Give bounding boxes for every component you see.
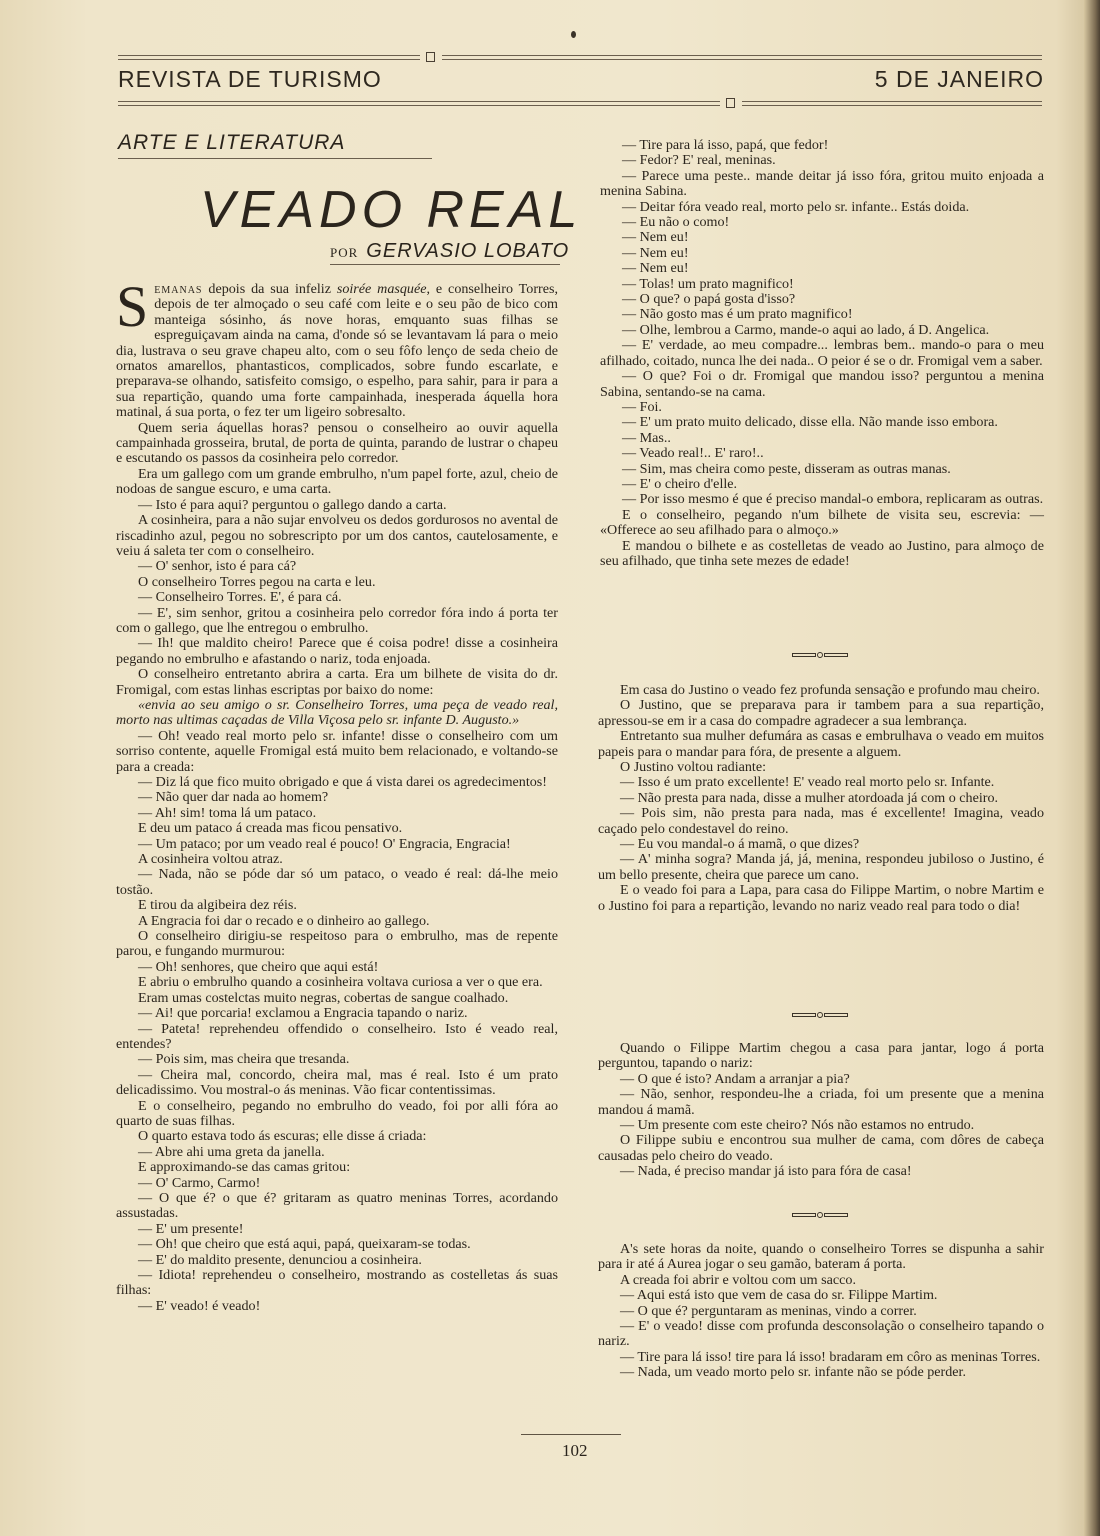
- paragraph: — Pois sim, não presta para nada, mas é excellente! Imagina, veado caçado pelo condestavel do reino.: [598, 805, 1044, 837]
- paragraph: E o conselheiro, pegando no embrulho do veado, foi por alli fóra ao quarto de suas filhas.: [116, 1097, 558, 1129]
- paragraph: — E' um presente!: [138, 1220, 244, 1237]
- paragraph: — Aqui está isto que vem de casa do sr. Filippe Martim.: [620, 1287, 938, 1304]
- paragraph: — O que? Foi o dr. Fromigal que mandou isso? perguntou a menina Sabina, sentando-se na cama.: [600, 368, 1044, 400]
- paragraph: A cosinheira voltou atraz.: [138, 851, 283, 868]
- paragraph: — Parece uma peste.. mande deitar já isso fóra, gritou muito enjoada a menina Sabina.: [600, 167, 1044, 200]
- paragraph: Era um gallego com um grande embrulho, n'um papel forte, azul, cheio de nodoas de sangue escuro, e uma carta.: [116, 465, 558, 498]
- opening-paragraph: [116, 274, 558, 421]
- left-column: [116, 274, 558, 1314]
- paragraph: E deu um pataco á creada mas ficou pensativo.: [138, 820, 403, 837]
- paragraph: — Não presta para nada, disse a mulher atordoada já com o cheiro.: [620, 789, 999, 806]
- paragraph: — O que? o papá gosta d'isso?: [622, 291, 796, 308]
- top-rule-left-2: [118, 59, 420, 60]
- paragraph: — E' do maldito presente, denunciou a cosinheira.: [138, 1251, 422, 1268]
- opening-text-b: , e conselheiro Torres, depois de ter almoçado o seu café com leite e o seu pão de bico com manteiga sósinho, ás nove horas, emquanto suas filhas se espreguiçavam ainda na cama, d'onde só se levantavam lá para o meio dia, lustrava o seu grave chapeu alto, com o seu fôfo lenço de seda cheio de ornatos amarellos, phantasticos, complicados, sobre fundo escarlate, e preparava-se olhando, satisfeito comsigo, o espelho, para sahir, para ir para a sua repartição, quando uma forte campainhada, inesperada áquella hora matinal, á sua porta, o fez ter um ligeiro sobresalto.: [116, 281, 558, 421]
- left-paragraphs-a: [116, 421, 558, 698]
- paragraph: O conselheiro entretanto abrira a carta. Era um bilhete de visita do dr. Fromigal, com estas linhas escriptas por baixo do nome:: [116, 666, 558, 698]
- paragraph: O Filippe subiu e encontrou sua mulher de cama, com dôres de cabeça causadas pelo cheiro do veado.: [598, 1132, 1044, 1164]
- paragraph: — Diz lá que fico muito obrigado e que á vista darei os agredecimentos!: [138, 774, 547, 790]
- right-paragraphs-2: [598, 683, 1044, 914]
- right-paragraphs-4: [598, 1242, 1044, 1381]
- paragraph: — Nem eu!: [622, 260, 689, 277]
- paragraph: O Justino, que se preparava para ir tambem para a sua repartição, apressou-se em ir a casa do compadre agradecer a sua lembrança.: [598, 697, 1044, 729]
- paragraph: A cosinheira, para a não sujar envolveu os dedos gordurosos no avental de riscadinho azul, pegou no sobrescripto por um dos cantos, cautelosamente, e veiu á saleta ter com o conselheiro.: [116, 512, 558, 559]
- paragraph: A Engracia foi dar o recado e o dinheiro ao gallego.: [138, 912, 430, 929]
- paragraph: — E' um prato muito delicado, disse ella. Não mande isso embora.: [622, 414, 998, 431]
- paragraph: — Mas..: [622, 429, 671, 446]
- paragraph: Entretanto sua mulher defumára as casas e embrulhava o veado em muitos papeis para o mandar para fóra, de presente a alguem.: [598, 728, 1044, 760]
- right-column-part4: [598, 1242, 1044, 1381]
- paragraph: — E' veado! é veado!: [138, 1297, 261, 1314]
- paragraph: — O' senhor, isto é para cá?: [138, 558, 297, 575]
- paragraph: Eram umas costelctas muito negras, cobertas de sangue coalhado.: [138, 989, 509, 1006]
- paragraph: — A' minha sogra? Manda já, já, menina, respondeu jubiloso o Justino, é um bello presente, cheira que parece um cano.: [598, 851, 1044, 883]
- paragraph: — Oh! veado real morto pelo sr. infante! disse o conselheiro com um sorriso contente, aquelle Fromigal está muito bem relacionado, e voltando-se para a creada:: [116, 727, 558, 775]
- top-rule-right-2: [442, 59, 1042, 60]
- header-rule-left-2: [118, 105, 720, 106]
- paragraph: — Um pataco; por um veado real é pouco! O' Engracia, Engracia!: [138, 835, 511, 852]
- section-divider-ornament-3: [792, 1210, 848, 1220]
- paragraph: — Nada, não se póde dar só um pataco, o veado é real: dá-lhe meio tostão.: [116, 866, 558, 898]
- paragraph: — Fedor? E' real, meninas.: [622, 152, 776, 169]
- paragraph: E approximando-se das camas gritou:: [138, 1159, 351, 1176]
- ink-speck: [571, 31, 576, 38]
- section-underline: [118, 158, 432, 159]
- paragraph: — Tire para lá isso! tire para lá isso! bradaram em côro as meninas Torres.: [620, 1348, 1041, 1365]
- paragraph: — Foi.: [622, 398, 662, 415]
- header-rule-right: [742, 101, 1042, 102]
- paragraph: — E', sim senhor, gritou a cosinheira pelo corredor fóra indo á porta ter com o gallego, que lhe entregou o embrulho.: [116, 604, 558, 636]
- section-divider-ornament-2: [792, 1010, 848, 1020]
- footer-rule: [521, 1434, 621, 1435]
- paragraph: — Não quer dar nada ao homem?: [138, 789, 329, 806]
- paragraph: E abriu o embrulho quando a cosinheira voltava curiosa a ver o que era.: [138, 974, 543, 991]
- paragraph: — Veado real!.. E' raro!..: [622, 445, 764, 462]
- paragraph: — Sim, mas cheira como peste, disseram as outras manas.: [622, 460, 951, 477]
- right-column-part3: [598, 1041, 1044, 1180]
- drop-cap: S: [116, 274, 149, 339]
- paragraph: — Pateta! reprehendeu offendido o conselheiro. Isto é veado real, entendes?: [116, 1020, 558, 1052]
- article-title: VEADO REAL: [200, 181, 583, 239]
- paragraph: — Tolas! um prato magnifico!: [622, 275, 794, 292]
- section-divider-ornament-1: [792, 650, 848, 660]
- right-column-part1: [600, 138, 1044, 569]
- paragraph: — E' o cheiro d'elle.: [622, 475, 738, 492]
- byline-underline: [330, 264, 560, 265]
- quote-paragraph: «envia ao seu amigo o sr. Conselheiro Torres, uma peça de veado real, morto nas ultimas caçadas de Villa Viçosa pelo sr. infante D. Augusto.»: [116, 696, 558, 729]
- paragraph: — Oh! que cheiro que está aqui, papá, queixaram-se todas.: [138, 1236, 471, 1253]
- paragraph: — Cheira mal, concordo, cheira mal, mas é real. Isto é um prato delicadissimo. Vou mostral-o ás meninas. Vão ficar contentissimas.: [116, 1066, 558, 1099]
- page-edge: [1084, 0, 1100, 1536]
- header-rule-right-2: [742, 105, 1042, 106]
- paragraph: — Isto é para aqui? perguntou o gallego dando a carta.: [138, 496, 447, 513]
- rule-ornament-box: [426, 52, 435, 62]
- paragraph: — Eu vou mandal-o á mamã, o que dizes?: [620, 836, 860, 853]
- paragraph: Em casa do Justino o veado fez profunda sensação e profundo mau cheiro.: [620, 682, 1040, 698]
- paragraph: — Ah! sim! toma lá um pataco.: [138, 804, 317, 821]
- paragraph: — Não gosto mas é um prato magnifico!: [622, 306, 853, 323]
- paragraph: Quando o Filippe Martim chegou a casa para jantar, logo á porta perguntou, tapando o nariz:: [598, 1040, 1044, 1072]
- byline-por: POR: [330, 245, 359, 260]
- opening-text-a: depois da sua infeliz: [202, 281, 337, 297]
- issue-date: 5 DE JANEIRO: [874, 66, 1044, 92]
- right-paragraphs-1: [600, 138, 1044, 569]
- paragraph: O Justino voltou radiante:: [620, 759, 767, 776]
- header-rule-left: [118, 101, 720, 102]
- paragraph: — Um presente com este cheiro? Nós não estamos no entrudo.: [620, 1117, 975, 1134]
- paragraph: A's sete horas da noite, quando o conselheiro Torres se dispunha a sahir para ir até á Aurea jogar o seu gamão, bateram á porta.: [598, 1241, 1044, 1273]
- paragraph: — Nem eu!: [622, 244, 689, 261]
- paragraph: E o conselheiro, pegando n'um bilhete de visita seu, escrevia: — «Offerece ao seu afilhado para o almoço.»: [600, 506, 1044, 539]
- paragraph: O conselheiro Torres pegou na carta e leu.: [138, 573, 376, 590]
- paragraph: — Oh! senhores, que cheiro que aqui está!: [138, 958, 379, 975]
- paragraph: E mandou o bilhete e as costelletas de veado ao Justino, para almoço de seu afilhado, que tinha sete mezes de edade!: [600, 537, 1044, 569]
- paragraph: — Conselheiro Torres. E', é para cá.: [138, 589, 342, 606]
- paragraph: — Idiota! reprehendeu o conselheiro, mostrando as costelletas ás suas filhas:: [116, 1267, 558, 1299]
- byline: [330, 240, 569, 263]
- paragraph: — Abre ahi uma greta da janella.: [138, 1143, 325, 1160]
- paragraph: O conselheiro dirigiu-se respeitoso para o embrulho, mas de repente parou, e fungando murmurou:: [116, 928, 558, 960]
- paragraph: Quem seria áquellas horas? pensou o conselheiro ao ouvir aquella campainhada grosseira, brutal, de porta de quinta, parando de lustrar o chapeu e escutando os passos da cosinheira pelo corredor.: [116, 419, 558, 467]
- paragraph: E o veado foi para a Lapa, para casa do Filippe Martim, o nobre Martim e o Justino foi para a repartição, levando no nariz veado real para todo o dia!: [598, 882, 1044, 914]
- paragraph: — Não, senhor, respondeu-lhe a criada, foi um presente que a menina mandou á mamã.: [598, 1086, 1044, 1118]
- paragraph: — Tire para lá isso, papá, que fedor!: [622, 137, 829, 153]
- opening-smallcaps: emanas: [154, 281, 203, 297]
- paragraph: — Deitar fóra veado real, morto pelo sr. infante.. Estás doida.: [622, 198, 970, 215]
- paragraph: — Nada, um veado morto pelo sr. infante não se póde perder.: [620, 1364, 966, 1381]
- paragraph: — Isso é um prato excellente! E' veado real morto pelo sr. Infante.: [620, 774, 995, 791]
- paragraph: — Pois sim, mas cheira que tresanda.: [138, 1051, 350, 1068]
- section-title: ARTE E LITERATURA: [118, 131, 346, 154]
- paragraph: A creada foi abrir e voltou com um sacco.: [620, 1271, 856, 1288]
- paragraph: — E' verdade, ao meu compadre... lembras bem.. mando-o para o meu afilhado, coitado, nunca lhe dei nada.. O peior é se o dr. Fromigal vem a saber.: [600, 337, 1044, 369]
- paragraph: — O que é? perguntaram as meninas, vindo a correr.: [620, 1302, 917, 1319]
- paragraph: — Ih! que maldito cheiro! Parece que é coisa podre! disse a cosinheira pegando no embrulho e afastando o nariz, toda enjoada.: [116, 635, 558, 667]
- page-number: 102: [562, 1441, 588, 1460]
- paragraph: — Eu não o como!: [622, 214, 730, 231]
- paragraph: — Olhe, lembrou a Carmo, mande-o aqui ao lado, á D. Angelica.: [622, 321, 990, 338]
- top-rule-right: [442, 55, 1042, 56]
- magazine-title: REVISTA DE TURISMO: [118, 66, 382, 92]
- paragraph: — Ai! que porcaria! exclamou a Engracia tapando o nariz.: [138, 1005, 468, 1022]
- right-column-part2: [598, 683, 1044, 914]
- opening-italic: soirée masquée: [336, 281, 427, 297]
- paragraph: O quarto estava todo ás escuras; elle disse á criada:: [138, 1128, 427, 1145]
- header-ornament-box: [726, 98, 735, 108]
- paragraph: — Por isso mesmo é que é preciso mandal-o embora, replicaram as outras.: [622, 491, 1044, 508]
- paragraph: — O que é? o que é? gritaram as quatro meninas Torres, acordando assustadas.: [116, 1189, 558, 1222]
- paragraph: — O que é isto? Andam a arranjar a pia?: [620, 1070, 850, 1087]
- author-name: GERVASIO LOBATO: [366, 240, 570, 262]
- paragraph: E tirou da algibeira dez réis.: [138, 897, 297, 914]
- paragraph: — E' o veado! disse com profunda desconsolação o conselheiro tapando o nariz.: [598, 1318, 1044, 1350]
- paragraph: — O' Carmo, Carmo!: [138, 1174, 261, 1191]
- right-paragraphs-3: [598, 1041, 1044, 1180]
- top-rule-left: [118, 55, 420, 56]
- paragraph: — Nem eu!: [622, 229, 689, 246]
- left-paragraphs-b: [116, 729, 558, 1314]
- paragraph: — Nada, é preciso mandar já isto para fóra de casa!: [620, 1163, 912, 1180]
